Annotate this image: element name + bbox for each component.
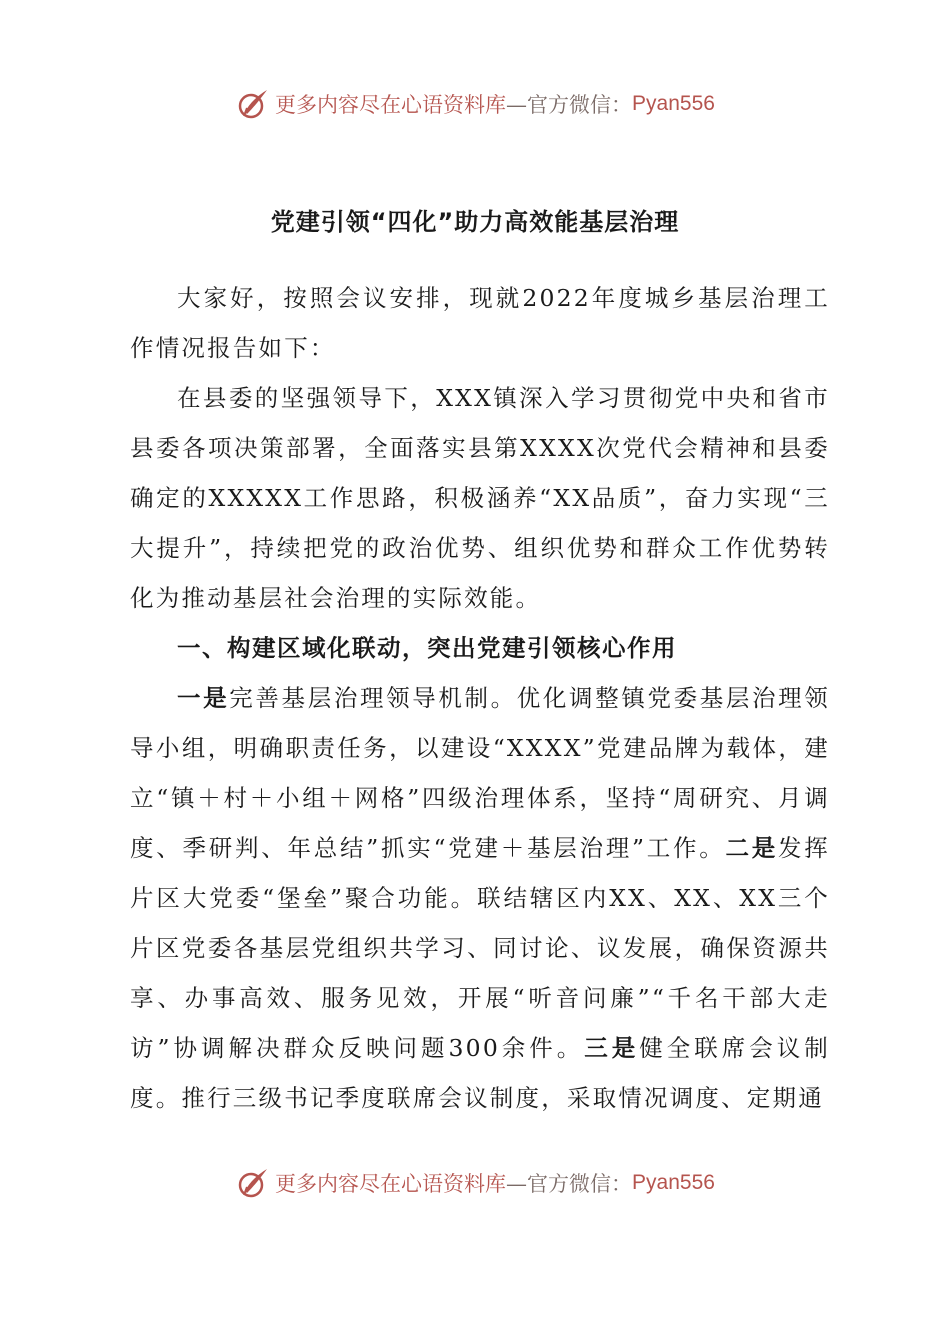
text-one: 完善基层治理领导机制。优化调整镇党委基层治理领导小组，明确职责任务，以建设“XXXX”党建品牌为载体，建立“镇＋村＋小组＋网格”四级治理体系，坚持“周研究、月调度、季研判、年总结”抓实“党建＋基层治理”工作。 [130, 684, 830, 862]
watermark-text-id: Pyan556 [632, 92, 715, 115]
section-heading-1: 一、构建区域化联动，突出党建引领核心作用 [177, 634, 677, 662]
watermark-text-sep: —官方微信： [506, 1172, 633, 1196]
watermark-text-main: 更多内容尽在心语资料库 [275, 93, 507, 117]
text-three: 健全联席会议制度。推行三级书记季度联席会议制度，采取情况调度、定期通 [130, 1034, 831, 1112]
lead-three: 三是 [584, 1034, 640, 1062]
watermark-text-id: Pyan556 [632, 1171, 715, 1194]
watermark-text-main: 更多内容尽在心语资料库 [275, 1172, 507, 1196]
paragraph-intro: 大家好，按照会议安排，现就2022年度城乡基层治理工作情况报告如下： [130, 284, 830, 362]
quill-logo-icon [235, 1165, 271, 1201]
lead-two: 二是 [725, 834, 779, 862]
watermark-banner-bottom [0, 1163, 950, 1203]
paragraph-section1 [130, 673, 830, 1123]
document-body [130, 273, 830, 1123]
quill-logo-icon [235, 86, 271, 122]
document-title: 党建引领“四化”助力高效能基层治理 [270, 208, 680, 236]
paragraph-summary: 在县委的坚强领导下，XXX镇深入学习贯彻党中央和省市县委各项决策部署，全面落实县第XXXX次党代会精神和县委确定的XXXXX工作思路，积极涵养“XX品质”，奋力实现“三大提升”，持续把党的政治优势、组织优势和群众工作优势转化为推动基层社会治理的实际效能。 [130, 384, 830, 612]
watermark-text-sep: —官方微信： [506, 93, 633, 117]
lead-one: 一是 [177, 684, 230, 712]
watermark-banner-top [0, 84, 950, 124]
text-two: 发挥片区大党委“堡垒”聚合功能。联结辖区内XX、XX、XX三个片区党委各基层党组织共学习、同讨论、议发展，确保资源共享、办事高效、服务见效，开展“听音问廉”“千名干部大走访”协调解决群众反映问题300余件。 [130, 834, 830, 1062]
